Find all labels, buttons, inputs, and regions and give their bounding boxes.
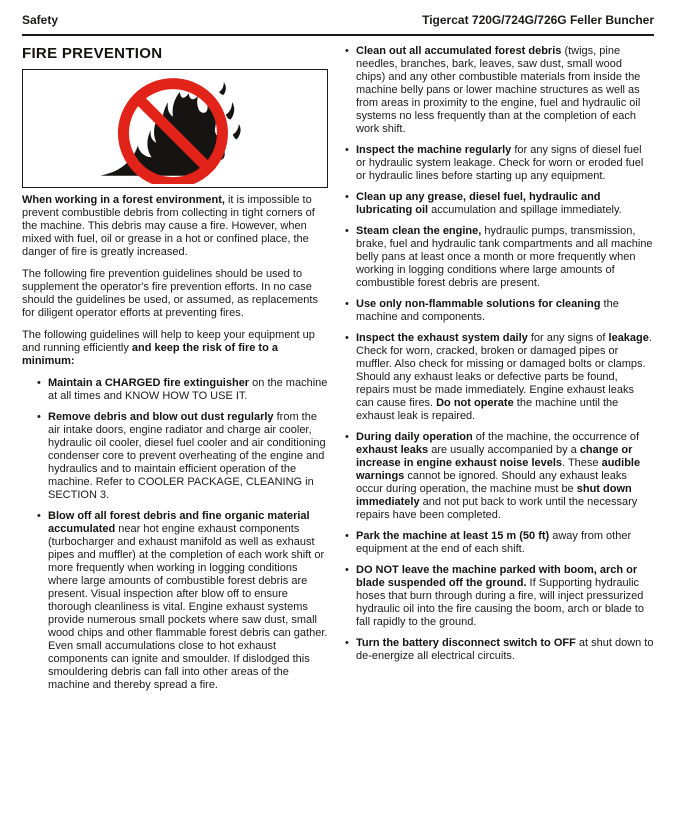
list-item — [345, 191, 654, 217]
page-header — [22, 10, 654, 27]
list-item-text — [356, 431, 654, 522]
body-text: are usually accompanied by a — [428, 444, 580, 456]
bold-text: Inspect the machine regularly — [356, 144, 512, 156]
bullet-icon: • — [345, 191, 349, 203]
list-item-text — [356, 637, 654, 663]
two-column-body — [22, 45, 654, 700]
list-item-text — [356, 298, 654, 324]
list-item — [345, 431, 654, 522]
list-item-text — [48, 510, 330, 692]
body-text: If Supporting hydraulic hoses that burn through during a fire, will inject pressurized hydraulic oil into the fire causing the boom, arch or blade to fall rapidly to the ground. — [356, 577, 644, 628]
paragraph — [22, 268, 330, 320]
body-text: the machine and components. — [356, 298, 619, 323]
body-text: the machine until the exhaust leak is repaired. — [356, 397, 619, 422]
flame-drop — [219, 82, 226, 95]
list-item — [345, 298, 654, 324]
body-text: at shut down to de-energize all electrical circuits. — [356, 637, 654, 662]
header-divider — [22, 34, 654, 36]
bullet-icon: • — [345, 431, 349, 443]
bold-text: Inspect the exhaust system daily — [356, 332, 528, 344]
list-item-text — [48, 411, 330, 502]
no-fire-icon-box — [22, 69, 328, 188]
list-item — [37, 377, 330, 403]
no-fire-icon — [91, 74, 259, 184]
bold-text: Maintain a CHARGED fire extinguisher — [48, 377, 250, 389]
bold-text: Park the machine at least 15 m (50 ft) — [356, 530, 550, 542]
bullet-icon: • — [37, 411, 41, 423]
body-text: and not put back to work until the necessary repairs have been completed. — [356, 496, 638, 521]
list-item — [345, 637, 654, 663]
bullet-icon: • — [345, 298, 349, 310]
bold-text: When working in a forest environment, — [22, 194, 225, 206]
paragraph — [22, 329, 330, 368]
body-text: . These — [562, 457, 602, 469]
bullet-icon: • — [345, 225, 349, 237]
body-text: The following fire prevention guidelines should be used to supplement the operator's fire prevention efforts. In no case should the guidelines be used, or assumed, as replacements for diligent operator efforts at preventing fires. — [22, 268, 318, 319]
paragraph — [22, 194, 330, 259]
body-text: it is impossible to prevent combustible debris from collecting in tight corners of the machine. This debris may cause a fire. However, when mixed with fuel, oil or grease in a hot or confined place, the danger of fire is greatly increased. — [22, 194, 315, 258]
list-item-text — [356, 144, 654, 183]
flame-drop — [226, 102, 234, 119]
bullet-icon: • — [37, 510, 41, 522]
body-text: for any signs of diesel fuel or hydraulic system leakage. Check for worn or eroded fuel or hydraulic lines before starting up any equipment. — [356, 144, 644, 182]
body-text: away from other equipment at the end of each shift. — [356, 530, 632, 555]
list-item-text — [356, 191, 654, 217]
bold-text: and keep the risk of fire to a minimum: — [22, 342, 278, 367]
list-item — [345, 530, 654, 556]
bullet-icon: • — [345, 637, 349, 649]
intro-paragraphs — [22, 194, 330, 368]
bold-text: shut down immediately — [356, 483, 632, 508]
bullet-icon: • — [345, 45, 349, 57]
list-item-text — [48, 377, 330, 403]
body-text: The following guidelines will help to keep your equipment up and running efficiently — [22, 329, 315, 354]
body-text: near hot engine exhaust components (turbocharger and exhaust manifold as well as exhaust pipes and muffler) at the completion of each work shift or more frequently when working in logging conditions where large amounts of combustible forest debris are present. Visual inspection after blow off to ensure thorough cleanliness is vital. Engine exhaust systems provide numerous small pockets where saw dust, small wood chips and other flammable forest debris can gather. Even small accumulations close to hot exhaust components can ignite and smoulder. If dislodged this smouldering debris can fall into other areas of the machine and thereby spread a fire. — [48, 523, 328, 691]
bullet-icon: • — [345, 530, 349, 542]
bold-text: Blow off all forest debris and fine organic material accumulated — [48, 510, 310, 535]
bullet-icon: • — [37, 377, 41, 389]
list-item-text — [356, 564, 654, 629]
list-item — [345, 332, 654, 423]
bold-text: change or increase in engine exhaust noise levels — [356, 444, 633, 469]
list-item — [345, 564, 654, 629]
body-text: for any signs of — [527, 332, 609, 344]
list-item — [37, 411, 330, 502]
bold-text: leakage — [608, 332, 649, 344]
bold-text: Clean up any grease, diesel fuel, hydraulic and lubricating oil — [356, 191, 601, 216]
list-item — [345, 45, 654, 136]
body-text: (twigs, pine needles, branches, bark, leaves, saw dust, small wood chips) and any other combustible materials from inside the machine belly pans or lower machine structures as well as from areas in proximity to the engine, fuel and hydraulic oil systems no less frequently than at the completion of each work shift. — [356, 45, 641, 135]
bold-text: Turn the battery disconnect switch to OFF — [356, 637, 576, 649]
bullet-icon: • — [345, 332, 349, 344]
guideline-list-right — [345, 45, 654, 663]
flame-drop — [233, 124, 241, 139]
body-text: cannot be ignored. Should any exhaust leaks occur during operation, the machine must be — [356, 470, 627, 495]
body-text: of the machine, the occurrence of — [472, 431, 640, 443]
header-machine-model: Tigercat 720G/724G/726G Feller Buncher — [422, 13, 654, 27]
body-text: hydraulic pumps, transmission, brake, fuel and hydraulic tank compartments and all machine belly pans at least once a month or more frequently when working in logging conditions where large amounts of combustible forest debris are present. — [356, 225, 653, 289]
bullet-icon: • — [345, 564, 349, 576]
bold-text: Remove debris and blow out dust regularly — [48, 411, 274, 423]
bullet-icon: • — [345, 144, 349, 156]
list-item-text — [356, 225, 654, 290]
list-item — [37, 510, 330, 692]
bold-text: DO NOT leave the machine parked with boom, arch or blade suspended off the ground. — [356, 564, 638, 589]
guideline-list-left — [22, 377, 330, 692]
body-text: from the air intake doors, engine radiator and charge air cooler, hydraulic oil cooler, diesel fuel cooler and air conditioning condenser core to prevent overheating of the engine and hydraulics and to maintain efficient operation of the machine. Refer to COOLER PACKAGE, CLEANING in SECTION 3. — [48, 411, 326, 501]
list-item — [345, 225, 654, 290]
right-column — [345, 45, 654, 700]
bold-text: Clean out all accumulated forest debris — [356, 45, 562, 57]
page-title: FIRE PREVENTION — [22, 45, 163, 62]
bold-text: During daily operation — [356, 431, 473, 443]
bold-text: exhaust leaks — [356, 444, 429, 456]
list-item-text — [356, 530, 654, 556]
list-item-text — [356, 332, 654, 423]
bold-text: Do not operate — [436, 397, 514, 409]
bold-text: Steam clean the engine, — [356, 225, 482, 237]
body-text: . Check for worn, cracked, broken or damaged pipes or muffler. Also check for missing or damaged bolts or clamps. Should any exhaust leaks or defective parts be found, repairs must be made immediately. Engine exhaust leaks can cause fires. — [356, 332, 652, 409]
bold-text: Use only non-flammable solutions for cleaning — [356, 298, 601, 310]
bold-text: audible warnings — [356, 457, 641, 482]
header-section-label: Safety — [22, 13, 59, 27]
list-item — [345, 144, 654, 183]
left-column — [22, 45, 330, 700]
body-text: accumulation and spillage immediately. — [428, 204, 622, 216]
list-item-text — [356, 45, 654, 136]
body-text: on the machine at all times and KNOW HOW TO USE IT. — [48, 377, 328, 402]
